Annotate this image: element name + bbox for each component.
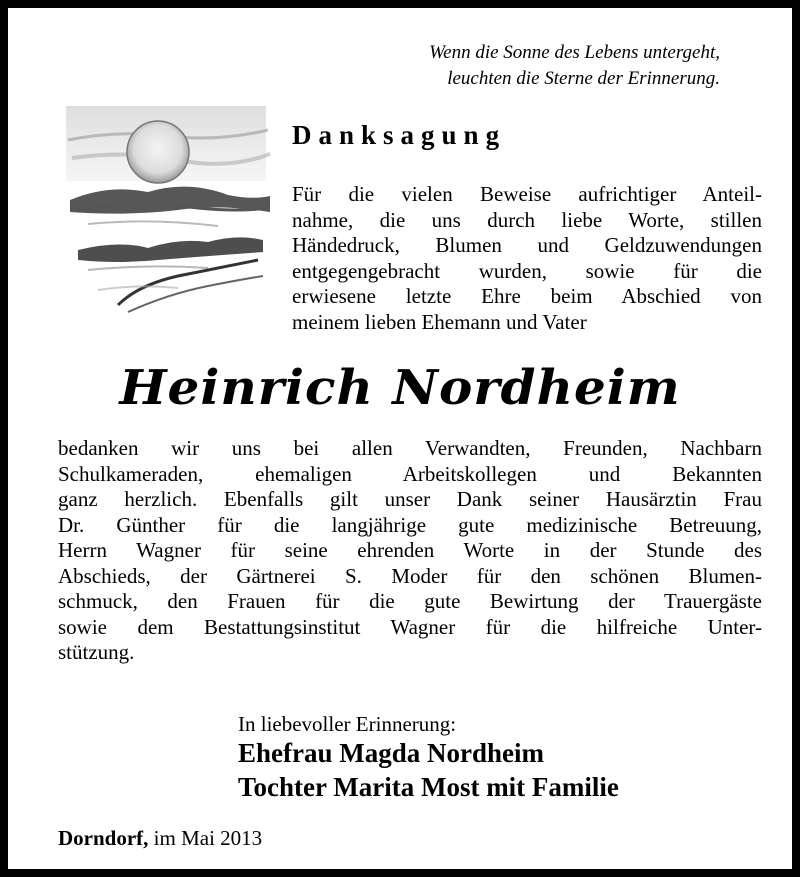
body-line: Abschieds, der Gärtnerei S. Moder für den schönen Blumen- [58, 563, 762, 588]
place-name: Dorndorf, [58, 826, 149, 850]
body-line: Herrn Wagner für seine ehrenden Worte in der Stunde des [58, 538, 762, 562]
intro-paragraph [292, 182, 762, 335]
thanks-paragraph [58, 436, 762, 666]
sunset-landscape-sketch-icon [58, 100, 278, 320]
deceased-name: Heinrich Nordheim [119, 359, 681, 416]
body-line: Dr. Günther für die langjährige gute medizinische Betreuung, [58, 512, 762, 537]
date-text: im Mai 2013 [153, 826, 263, 850]
motto-line: leuchten die Sterne der Erinnerung. [447, 68, 720, 89]
motto-line: Wenn die Sonne des Lebens untergeht, [429, 42, 720, 63]
intro-line: Für die vielen Beweise aufrichtiger Anteil- [292, 182, 762, 206]
heading-danksagung: Danksagung [292, 120, 507, 150]
place-date [58, 826, 262, 851]
motto-quote [429, 40, 720, 92]
body-line: ganz herzlich. Ebenfalls gilt unser Dank seiner Hausärztin Frau [58, 487, 762, 511]
body-line: schmuck, den Frauen für die gute Bewirtung der Trauergäste [58, 589, 762, 613]
signature-intro: In liebevoller Erinnerung: [238, 712, 457, 736]
body-line: sowie dem Bestattungsinstitut Wagner für die hilfreiche Unter- [58, 614, 762, 639]
intro-line: meinem lieben Ehemann und Vater [292, 309, 587, 334]
body-line: bedanken wir uns bei allen Verwandten, Freunden, Nachbarn [58, 436, 762, 460]
body-line: Schulkameraden, ehemaligen Arbeitskollegen und Bekannten [58, 461, 762, 486]
signature-wife: Ehefrau Magda Nordheim [238, 738, 544, 768]
intro-line: Händedruck, Blumen und Geldzuwendungen [292, 233, 762, 257]
intro-line: entgegengebracht wurden, sowie für die [292, 258, 762, 283]
intro-line: erwiesene letzte Ehre beim Abschied von [292, 284, 762, 308]
signature-daughter: Tochter Marita Most mit Familie [238, 772, 619, 802]
intro-line: nahme, die uns durch liebe Worte, stillen [292, 207, 762, 232]
body-line: stützung. [58, 640, 135, 664]
